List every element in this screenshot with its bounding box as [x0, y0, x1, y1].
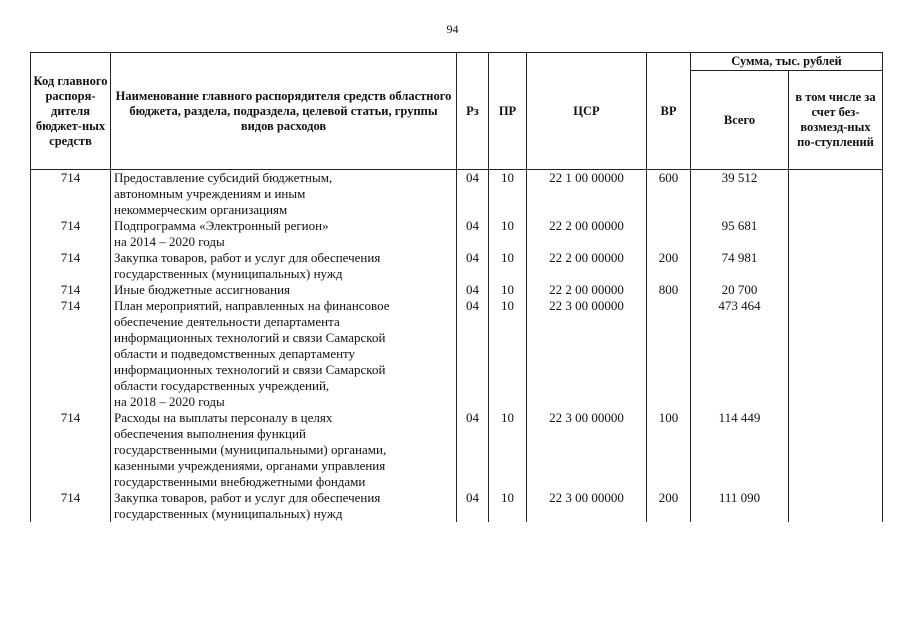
row-vr-text: 600 [658, 170, 679, 185]
row-name-text: Расходы на выплаты персоналу в целях обеспечения выполнения функций государственными (муниципальными) органами, казенными учреждениями, органами управления государственными внебюджетными фондами [114, 410, 387, 489]
row-gratuitous [789, 298, 883, 410]
row-pr-text: 10 [501, 250, 514, 265]
row-code [31, 410, 111, 490]
row-vr-text: 200 [658, 490, 679, 505]
row-gratuitous [789, 282, 883, 298]
row-csr [527, 170, 647, 219]
row-total-text: 473 464 [718, 298, 761, 313]
row-pr [489, 218, 527, 250]
row-code [31, 298, 111, 410]
row-vr [647, 410, 691, 490]
row-total-text: 111 090 [718, 490, 761, 505]
row-pr-text: 10 [501, 410, 514, 425]
row-code-text: 714 [60, 218, 81, 233]
row-name [111, 250, 457, 282]
page-number: 94 [446, 22, 459, 36]
row-pr [489, 170, 527, 219]
row-rz [457, 282, 489, 298]
table-body [31, 170, 883, 523]
row-csr-text: 22 2 00 00000 [549, 250, 624, 265]
row-rz-text: 04 [466, 282, 479, 297]
row-csr-text: 22 3 00 00000 [549, 410, 624, 425]
row-rz-text: 04 [466, 298, 479, 313]
row-vr [647, 170, 691, 219]
row-name [111, 410, 457, 490]
row-name [111, 490, 457, 522]
row-rz [457, 250, 489, 282]
row-total [691, 410, 789, 490]
header-vr: ВР [647, 53, 691, 170]
table-row [31, 410, 883, 490]
row-total [691, 170, 789, 219]
row-name [111, 298, 457, 410]
row-rz-text: 04 [466, 218, 479, 233]
row-csr-text: 22 3 00 00000 [549, 298, 624, 313]
table-row [31, 282, 883, 298]
header-sum: Сумма, тыс. рублей [691, 53, 883, 71]
row-code-text: 714 [60, 298, 81, 313]
table-row [31, 218, 883, 250]
row-gratuitous [789, 218, 883, 250]
table-header [31, 53, 883, 170]
row-name-text: Подпрограмма «Электронный регион» на 2014 – 2020 годы [114, 218, 329, 249]
row-csr [527, 250, 647, 282]
table-row [31, 490, 883, 522]
row-pr [489, 298, 527, 410]
row-csr [527, 490, 647, 522]
row-name-text: Закупка товаров, работ и услуг для обеспечения государственных (муниципальных) нужд [114, 490, 381, 521]
row-pr [489, 410, 527, 490]
header-pr: ПР [489, 53, 527, 170]
row-code-text: 714 [60, 410, 81, 425]
row-total-text: 74 981 [721, 250, 758, 265]
table-row [31, 298, 883, 410]
row-rz-text: 04 [466, 250, 479, 265]
row-gratuitous [789, 170, 883, 219]
row-pr [489, 490, 527, 522]
row-total [691, 218, 789, 250]
row-vr [647, 490, 691, 522]
row-code-text: 714 [60, 250, 81, 265]
row-total [691, 298, 789, 410]
row-csr [527, 298, 647, 410]
row-rz [457, 410, 489, 490]
row-code [31, 218, 111, 250]
header-name: Наименование главного распорядителя средств областного бюджета, раздела, подраздела, целевой статьи, группы видов расходов [111, 53, 457, 170]
row-name-text: План мероприятий, направленных на финансовое обеспечение деятельности департамента информационных технологий и связи Самарской области и подведомственных департаменту информационных технологий и связи Самарской области государственных учреждений, на 2018 – 2020 годы [114, 298, 390, 409]
row-total-text: 95 681 [721, 218, 758, 233]
row-total [691, 282, 789, 298]
row-name-text: Закупка товаров, работ и услуг для обеспечения государственных (муниципальных) нужд [114, 250, 381, 281]
row-code-text: 714 [60, 282, 81, 297]
row-code [31, 250, 111, 282]
row-pr [489, 282, 527, 298]
row-vr-text: 200 [658, 250, 679, 265]
row-vr [647, 250, 691, 282]
row-vr-text: 800 [658, 282, 679, 297]
row-pr-text: 10 [501, 170, 514, 185]
row-total-text: 39 512 [721, 170, 758, 185]
table-row [31, 170, 883, 219]
row-total-text: 20 700 [721, 282, 758, 297]
row-csr-text: 22 1 00 00000 [549, 170, 624, 185]
header-code: Код главного распоря-дителя бюджет-ных средств [31, 53, 111, 170]
row-total [691, 250, 789, 282]
row-total-text: 114 449 [718, 410, 761, 425]
row-code [31, 490, 111, 522]
row-rz [457, 298, 489, 410]
row-rz-text: 04 [466, 490, 479, 505]
row-code-text: 714 [60, 490, 81, 505]
row-csr [527, 218, 647, 250]
row-name [111, 218, 457, 250]
row-rz [457, 170, 489, 219]
row-pr-text: 10 [501, 490, 514, 505]
row-gratuitous [789, 490, 883, 522]
header-total: Всего [691, 71, 789, 170]
table-row [31, 250, 883, 282]
row-csr [527, 282, 647, 298]
row-vr [647, 298, 691, 410]
row-gratuitous [789, 410, 883, 490]
row-csr-text: 22 2 00 00000 [549, 282, 624, 297]
row-pr-text: 10 [501, 218, 514, 233]
header-rz: Рз [457, 53, 489, 170]
row-gratuitous [789, 250, 883, 282]
row-vr [647, 282, 691, 298]
row-rz-text: 04 [466, 170, 479, 185]
row-code [31, 282, 111, 298]
row-code-text: 714 [60, 170, 81, 185]
row-vr [647, 218, 691, 250]
header-gratuitous: в том числе за счет без-возмезд-ных по-ступлений [789, 71, 883, 170]
row-csr-text: 22 3 00 00000 [549, 490, 624, 505]
row-rz [457, 218, 489, 250]
row-name [111, 282, 457, 298]
row-pr-text: 10 [501, 298, 514, 313]
row-name-text: Иные бюджетные ассигнования [114, 282, 291, 297]
row-name [111, 170, 457, 219]
header-csr: ЦСР [527, 53, 647, 170]
row-name-text: Предоставление субсидий бюджетным, автономным учреждениям и иным некоммерческим организациям [114, 170, 333, 217]
row-csr-text: 22 2 00 00000 [549, 218, 624, 233]
row-rz-text: 04 [466, 410, 479, 425]
row-pr-text: 10 [501, 282, 514, 297]
row-pr [489, 250, 527, 282]
row-code [31, 170, 111, 219]
row-total [691, 490, 789, 522]
row-vr-text: 100 [658, 410, 679, 425]
row-csr [527, 410, 647, 490]
budget-table [30, 52, 883, 522]
row-rz [457, 490, 489, 522]
